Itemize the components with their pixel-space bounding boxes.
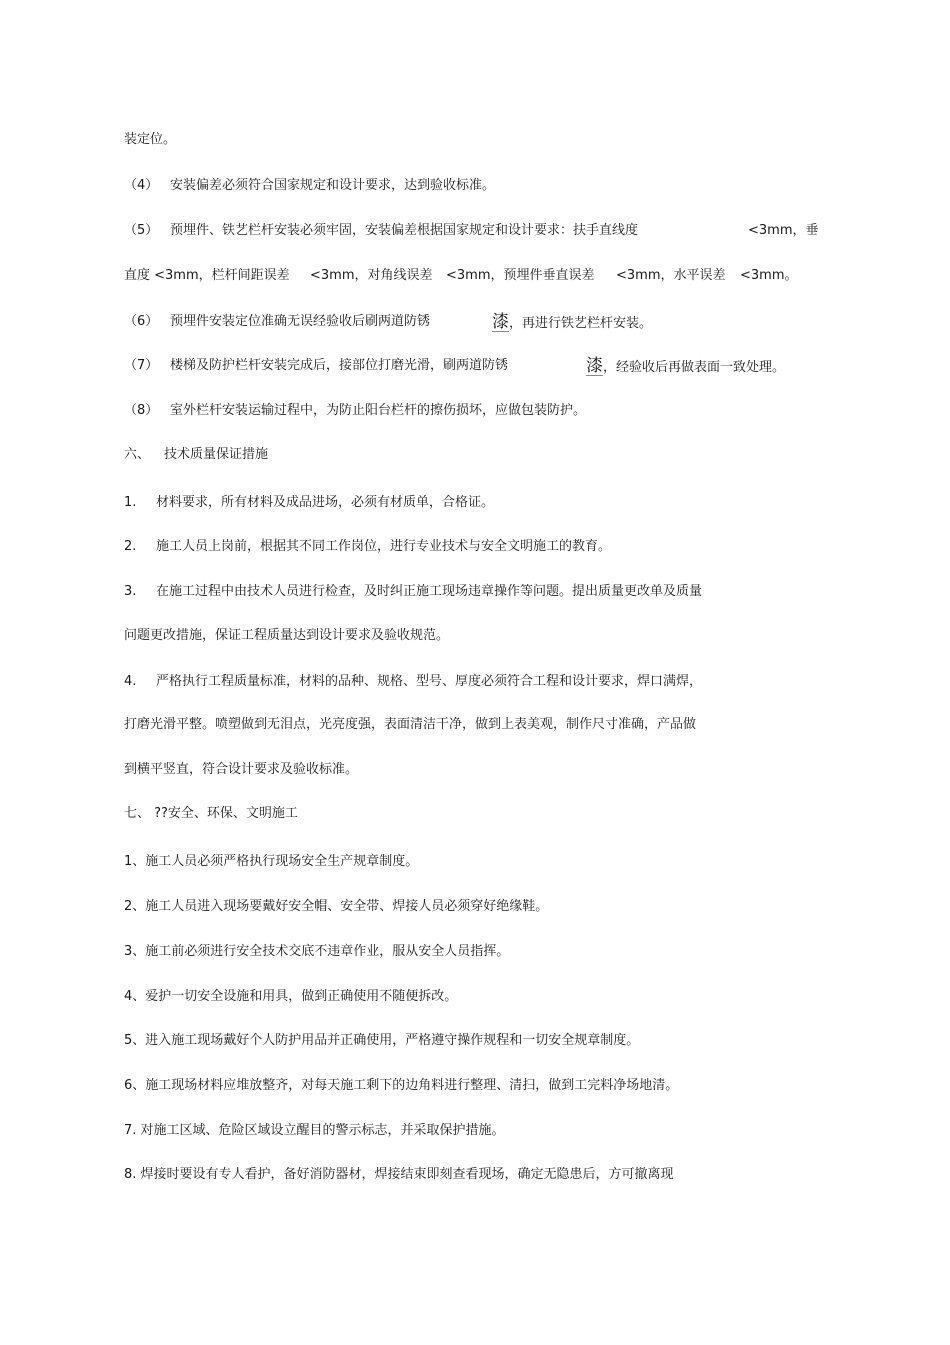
item-text: 预埋件、铁艺栏杆安装必须牢固，安装偏差根据国家规定和设计要求：扶手直线度 (170, 223, 639, 238)
line-text: 到横平竖直，符合设计要求及验收标准。 (124, 762, 359, 777)
item-text: 7. 对施工区域、危险区域设立醒目的警示标志，并采取保护措施。 (124, 1123, 505, 1138)
item-text: 8. 焊接时要设有专人看护，备好消防器材，焊接结束即刻查看现场，确定无隐患后，方可撤离现 (124, 1167, 674, 1182)
paragraph-line (124, 267, 824, 285)
section-number: 六、 (124, 447, 151, 462)
item-text: 5、进入施工现场戴好个人防护用品并正确使用，严格遵守操作规程和一切安全规章制度。 (124, 1033, 640, 1048)
section-title: 七、 ??安全、环保、文明施工 (124, 806, 298, 821)
paragraph-line (124, 761, 358, 779)
item-text: 预埋件安装定位准确无误经验收后刷两道防锈 (170, 314, 431, 329)
line-text: 问题更改措施，保证工程质量达到设计要求及验收规范。 (124, 628, 450, 643)
list-item (124, 898, 548, 916)
item-text: 施工人员上岗前，根据其不同工作岗位，进行专业技术与安全文明施工的教育。 (156, 539, 612, 554)
item-text-tail: 漆，再进行铁艺栏杆安装。 (492, 312, 653, 332)
emphasized-char: 漆 (586, 356, 603, 376)
item-text: 安装偏差必须符合国家规定和设计要求，达到验收标准。 (170, 178, 496, 193)
list-item-8 (124, 402, 586, 420)
list-item (124, 1122, 505, 1140)
item-number: （6） (124, 314, 159, 329)
list-item-6 (124, 313, 824, 331)
paragraph-line (124, 131, 176, 149)
item-number: （7） (124, 358, 159, 373)
list-item (124, 1032, 639, 1050)
item-number: 2. (124, 539, 137, 554)
item-text: 4、爱护一切安全设施和用具，做到正确使用不随便拆改。 (124, 989, 458, 1004)
list-item-1 (124, 494, 494, 512)
line-segment: <3mm，水平误差 (616, 268, 726, 283)
section-heading (124, 805, 298, 823)
list-item (124, 1077, 678, 1095)
item-text: 1、施工人员必须严格执行现场安全生产规章制度。 (124, 854, 419, 869)
item-text: 严格执行工程质量标准，材料的品种、规格、型号、厚度必须符合工程和设计要求，焊口满焊， (156, 674, 703, 689)
item-number: 1. (124, 495, 137, 510)
line-text: 打磨光滑平整。喷塑做到无泪点，光亮度强，表面清洁干净，做到上表美观，制作尺寸准确，产品做 (124, 717, 697, 732)
section-title: 技术质量保证措施 (164, 447, 269, 462)
line-segment: <3mm，预埋件垂直误差 (446, 268, 595, 283)
item-number: （8） (124, 403, 159, 418)
item-number: （4） (124, 178, 159, 193)
list-item (124, 943, 509, 961)
line-segment: <3mm，对角线误差 (310, 268, 433, 283)
item-text: 6、施工现场材料应堆放整齐，对每天施工剩下的边角料进行整理、清扫，做到工完料净场地清。 (124, 1078, 679, 1093)
item-text: 楼梯及防护栏杆安装完成后，接部位打磨光滑，刷两道防锈 (170, 358, 509, 373)
list-item (124, 853, 418, 871)
emphasized-char: 漆 (492, 312, 509, 332)
item-text: 在施工过程中由技术人员进行检查，及时纠正施工现场违章操作等问题。提出质量更改单及质量 (156, 584, 703, 599)
item-text: 3、施工前必须进行安全技术交底不违章作业，服从安全人员指挥。 (124, 944, 510, 959)
line-segment: 直度 <3mm，栏杆间距误差 (124, 268, 290, 283)
paragraph-line (124, 716, 696, 734)
list-item-4 (124, 177, 495, 195)
item-number: 3. (124, 584, 137, 599)
list-item-4b (124, 673, 702, 691)
paragraph-line (124, 627, 449, 645)
item-number: （5） (124, 223, 159, 238)
item-text: 2、施工人员进入现场要戴好安全帽、安全带、焊接人员必须穿好绝缘鞋。 (124, 899, 549, 914)
list-item-2 (124, 538, 611, 556)
line-segment: <3mm。 (740, 268, 798, 283)
item-text: 室外栏杆安装运输过程中，为防止阳台栏杆的擦伤损坏，应做包装防护。 (170, 403, 587, 418)
list-item (124, 988, 457, 1006)
item-text-tail: 漆，经验收后再做表面一致处理。 (586, 356, 786, 376)
item-text-tail: <3mm，垂 (748, 223, 819, 238)
line-text: 装定位。 (124, 132, 177, 147)
item-number: 4. (124, 674, 137, 689)
list-item-3 (124, 583, 702, 601)
list-item (124, 1166, 674, 1184)
list-item-7 (124, 357, 824, 375)
section-heading (124, 446, 268, 464)
item-text: 材料要求，所有材料及成品进场，必须有材质单，合格证。 (156, 495, 495, 510)
list-item-5 (124, 222, 824, 240)
